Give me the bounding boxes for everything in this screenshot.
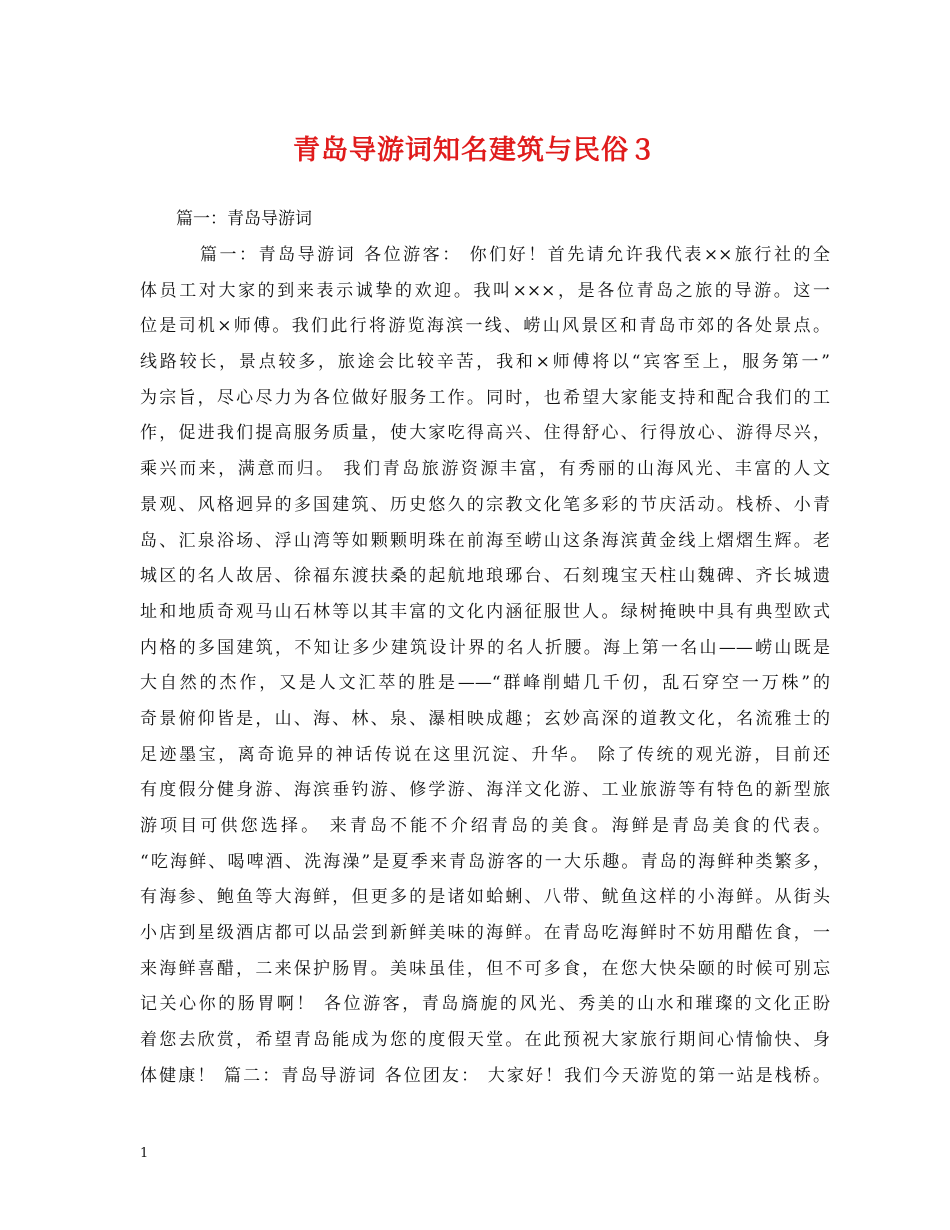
body-line: 体健康！ 篇二：青岛导游词 各位团友： 大家好！我们今天游览的第一站是栈桥。 bbox=[140, 1065, 830, 1086]
body-line: 大自然的杰作，又是人文汇萃的胜是——“群峰削蜡几千仞，乱石穿空一万株”的 bbox=[140, 673, 830, 694]
body-line: 奇景俯仰皆是，山、海、林、泉、瀑相映成趣；玄妙高深的道教文化，名流雅士的 bbox=[140, 708, 830, 729]
page-title: 青岛导游词知名建筑与民俗３ bbox=[293, 135, 657, 166]
body-line: 着您去欣赏，希望青岛能成为您的度假天堂。在此预祝大家旅行期间心情愉快、身 bbox=[140, 1030, 830, 1051]
body-line: 乘兴而来，满意而归。 我们青岛旅游资源丰富，有秀丽的山海风光、丰富的人文 bbox=[140, 459, 830, 480]
body-line: 足迹墨宝，离奇诡异的神话传说在这里沉淀、升华。 除了传统的观光游，目前还 bbox=[140, 744, 830, 765]
body-line: 体员工对大家的到来表示诚挚的欢迎。我叫×××，是各位青岛之旅的导游。这一 bbox=[140, 280, 830, 301]
body-line: 岛、汇泉浴场、浮山湾等如颗颗明珠在前海至崂山这条海滨黄金线上熠熠生辉。老 bbox=[140, 530, 830, 551]
body-line: 线路较长，景点较多，旅途会比较辛苦，我和×师傅将以“宾客至上，服务第一” bbox=[140, 352, 830, 373]
body-line: 城区的名人故居、徐福东渡扶桑的起航地琅琊台、石刻瑰宝天柱山魏碑、齐长城遗 bbox=[140, 566, 830, 587]
body-line: 位是司机×师傅。我们此行将游览海滨一线、崂山风景区和青岛市郊的各处景点。 bbox=[140, 316, 830, 337]
body-line: 为宗旨，尽心尽力为各位做好服务工作。同时，也希望大家能支持和配合我们的工 bbox=[140, 387, 830, 408]
body-line: “吃海鲜、喝啤酒、洗海澡”是夏季来青岛游客的一大乐趣。青岛的海鲜种类繁多， bbox=[140, 851, 830, 872]
body-line: 记关心你的肠胃啊！ 各位游客，青岛旖旎的风光、秀美的山水和璀璨的文化正盼 bbox=[140, 994, 830, 1015]
body-text bbox=[140, 238, 830, 1095]
body-line: 址和地质奇观马山石林等以其丰富的文化内涵征服世人。绿树掩映中具有典型欧式 bbox=[140, 601, 830, 622]
body-line: 篇一：青岛导游词 各位游客： 你们好！首先请允许我代表××旅行社的全 bbox=[200, 245, 830, 265]
page-number: 1 bbox=[140, 1146, 149, 1161]
body-line: 有度假分健身游、海滨垂钓游、修学游、海洋文化游、工业旅游等有特色的新型旅 bbox=[140, 780, 830, 801]
section-heading: 篇一：青岛导游词 bbox=[176, 209, 312, 229]
body-line: 游项目可供您选择。 来青岛不能不介绍青岛的美食。海鲜是青岛美食的代表。 bbox=[140, 816, 830, 836]
body-line: 作，促进我们提高服务质量，使大家吃得高兴、住得舒心、行得放心、游得尽兴， bbox=[140, 423, 830, 444]
body-line: 小店到星级酒店都可以品尝到新鲜美味的海鲜。在青岛吃海鲜时不妨用醋佐食，一 bbox=[140, 923, 830, 944]
body-line: 来海鲜喜醋，二来保护肠胃。美味虽佳，但不可多食，在您大快朵颐的时候可别忘 bbox=[140, 958, 830, 979]
body-line: 内格的多国建筑，不知让多少建筑设计界的名人折腰。海上第一名山——崂山既是 bbox=[140, 637, 830, 658]
body-line: 有海参、鲍鱼等大海鲜，但更多的是诸如蛤蜊、八带、鱿鱼这样的小海鲜。从街头 bbox=[140, 887, 830, 908]
body-line: 景观、风格迥异的多国建筑、历史悠久的宗教文化笔多彩的节庆活动。栈桥、小青 bbox=[140, 494, 830, 515]
